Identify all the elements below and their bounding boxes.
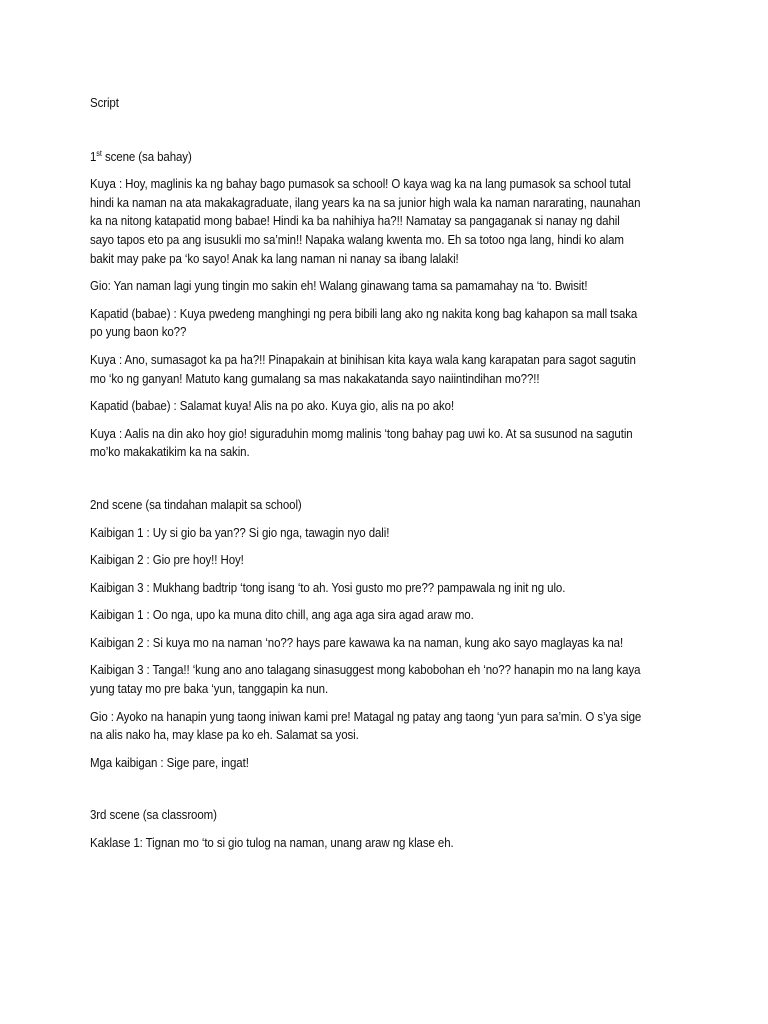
dialogue-line: Kapatid (babae) : Salamat kuya! Alis na po ako. Kuya gio, alis na po ako!	[90, 399, 455, 414]
document-title: Script	[90, 96, 119, 110]
scene-number: 1	[90, 149, 97, 164]
dialogue-line: Kaibigan 1 : Oo nga, upo ka muna dito chill, ang aga aga sira agad araw mo.	[90, 608, 474, 623]
dialogue-line: Gio : Ayoko na hanapin yung taong iniwan kami pre! Matagal ng patay ang taong ‘yun para sa’min. O s’ya sige na alis nako ha, may klase pa ko eh. Salamat sa yosi.	[90, 709, 642, 743]
scene-heading-1	[90, 148, 642, 167]
script-document	[90, 94, 642, 862]
dialogue-line: Kaklase 1: Tignan mo ‘to si gio tulog na naman, unang araw ng klase eh.	[90, 836, 454, 851]
dialogue-line: Kaibigan 3 : Tanga!! ‘kung ano ano talagang sinasuggest mong kabobohan eh ‘no?? hanapin mo na lang kaya yung tatay mo pre baka ‘yun, tanggapin ka nun.	[90, 663, 641, 697]
scene-heading-text: scene (sa bahay)	[101, 149, 192, 164]
scene-heading-2: 2nd scene (sa tindahan malapit sa school)	[90, 497, 302, 512]
ordinal-suffix: st	[96, 148, 102, 158]
dialogue-line: Kaibigan 2 : Si kuya mo na naman ‘no?? hays pare kawawa ka na naman, kung ako sayo maglayas ka na!	[90, 635, 624, 650]
dialogue-line: Kaibigan 1 : Uy si gio ba yan?? Si gio nga, tawagin nyo dali!	[90, 525, 390, 540]
dialogue-line: Kaibigan 2 : Gio pre hoy!! Hoy!	[90, 553, 244, 568]
dialogue-line: Kuya : Ano, sumasagot ka pa ha?!! Pinapakain at binihisan kita kaya wala kang karapatan para sagot sagutin mo ‘ko ng ganyan! Matuto kang gumalang sa mas nakakatanda sayo naiintindihan mo??!!	[90, 352, 636, 386]
scene-heading-3: 3rd scene (sa classroom)	[90, 808, 217, 823]
dialogue-line: Kaibigan 3 : Mukhang badtrip ‘tong isang ‘to ah. Yosi gusto mo pre?? pampawala ng init ng ulo.	[90, 580, 566, 595]
dialogue-line: Gio: Yan naman lagi yung tingin mo sakin eh! Walang ginawang tama sa pamamahay na ‘to. Bwisit!	[90, 279, 588, 294]
dialogue-line: Kapatid (babae) : Kuya pwedeng manghingi ng pera bibili lang ako ng nakita kong bag kahapon sa mall tsaka po yung baon ko??	[90, 306, 638, 340]
dialogue-line: Kuya : Aalis na din ako hoy gio! siguraduhin momg malinis ‘tong bahay pag uwi ko. At sa susunod na sagutin mo’ko makakatikim ka na sakin.	[90, 426, 633, 460]
dialogue-line: Kuya : Hoy, maglinis ka ng bahay bago pumasok sa school! O kaya wag ka na lang pumasok sa school tutal hindi ka naman na ata makakagraduate, ilang years ka na sa junior high wala ka naman nararating, naunahan ka na nitong katapatid mong babae! Hindi ka ba nahihiya ha?!! Namatay sa pangaganak si nanay ng dahil sayo tapos eto pa ang isusukli mo sa’min!! Napaka walang kwenta mo. Eh sa totoo nga lang, hindi ko alam bakit may pake pa ‘ko sayo! Anak ka lang naman ni nanay sa ibang lalaki!	[90, 177, 641, 266]
dialogue-line: Mga kaibigan : Sige pare, ingat!	[90, 755, 249, 770]
